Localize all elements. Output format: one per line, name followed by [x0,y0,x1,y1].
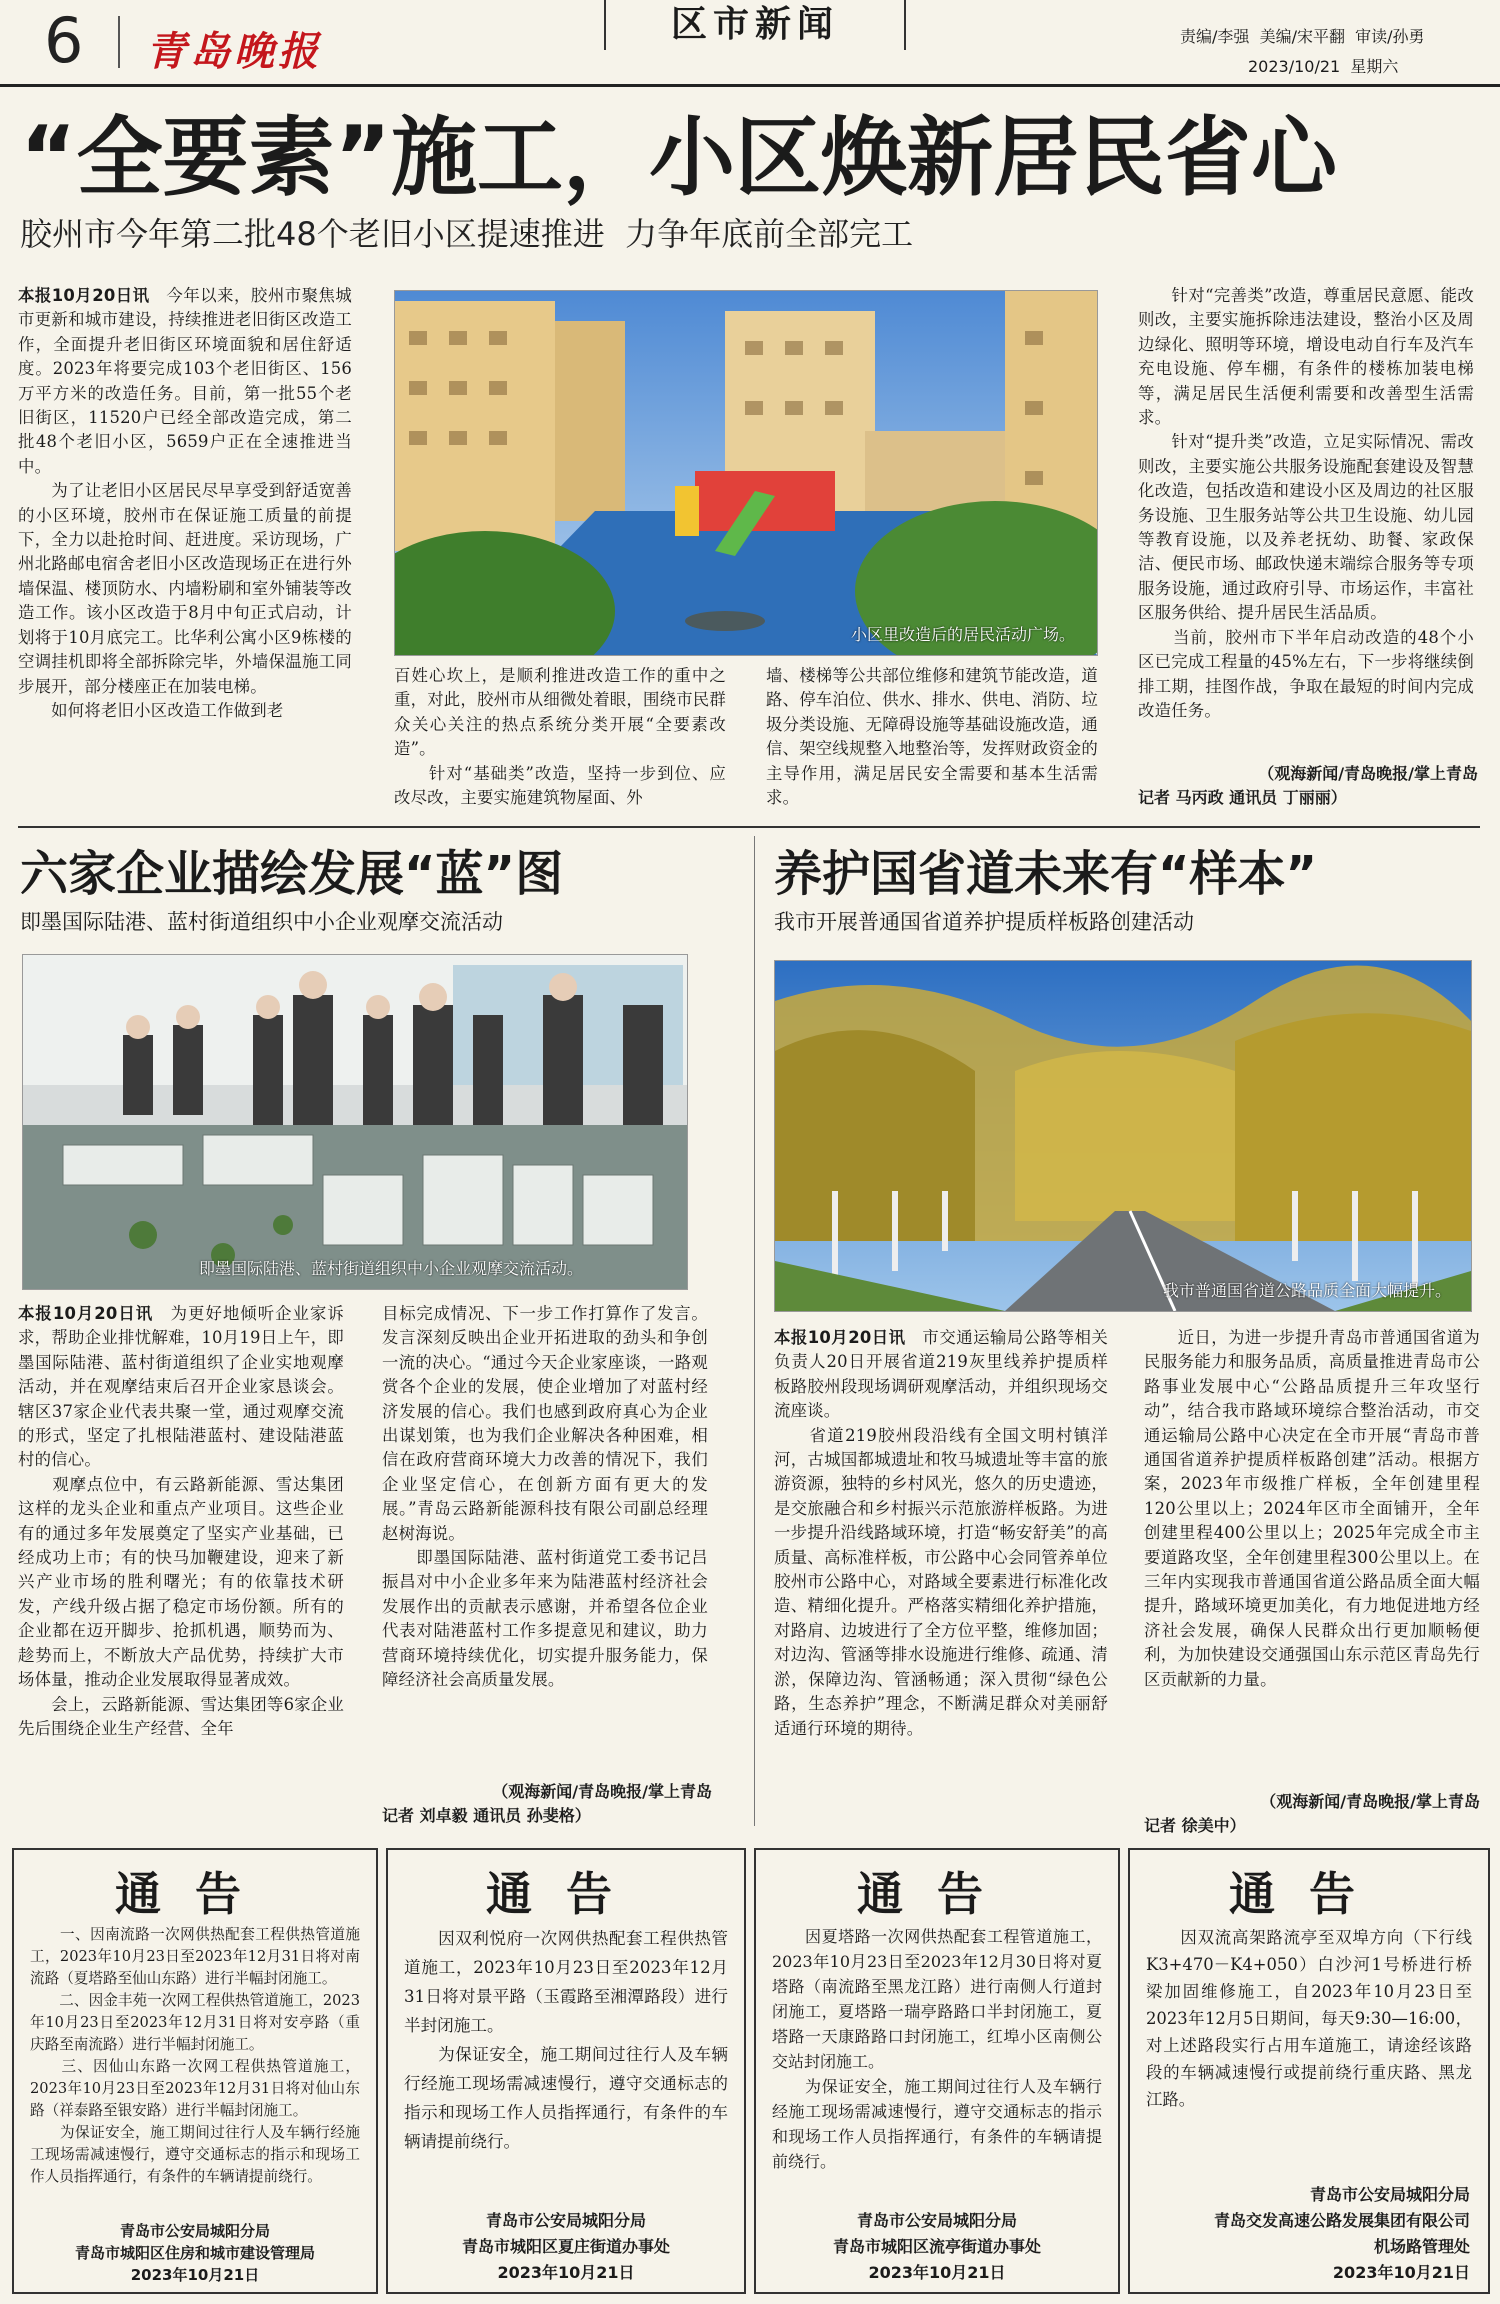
exhibition-hall-image [23,955,687,1289]
story1-photo [394,290,1098,656]
story3-headline: 养护国省道未来有“样本” [774,846,1318,902]
notice-1-title: 通告 [115,1867,275,1921]
story2-photo [22,954,688,1290]
notice-1-body: 一、因南流路一次网供热配套工程供热管道施工，2023年10月23日至2023年12月31日将对南流路（夏塔路至仙山东路）进行半幅封闭施工。 二、因金丰苑一次网工程供热管道施工，2023年10月23日至2023年12月31日将对安亭路（重庆路至南流路）进行半幅封闭施工。 三、因仙山东路一次网工程供热管道施工，2023年10月23日至2023年12月31日将对仙山东路（祥泰路至银安路）进行半幅封闭施工。 为保证安全，施工期间过往行人及车辆行经施工现场需减速慢行，遵守交通标志的指示和现场工作人员指挥通行，有条件的车辆请提前绕行。 [30,1926,360,2185]
story3-col1: 本报10月20日讯 市交通运输局公路等相关负责人20日开展省道219灰里线养护提质样板路胶州段现场调研观摩活动，并组织现场交流座谈。 省道219胶州段沿线有全国文明村镇洋河，古城国都城遗址和牧马城遗址等丰富的旅游资源，独特的乡村风光，悠久的历史遗迹，是交旅融合和乡村振兴示范旅游样板路。为进一步提升沿线路域环境，打造“畅安舒美”的高质量、高标准样板，市公路中心会同管养单位胶州市公路中心，对路域全要素进行标准化改造、精细化提升。严格落实精细化养护措施，对路肩、边坡进行了全方位平整，维修加固；对边沟、管涵等排水设施进行维修、疏通、清淤，保障边沟、管涵畅通；深入贯彻“绿色公路，生态养护”理念，不断满足群众对美丽舒适通行环境的期待。 [774,1328,1108,1738]
story1-dateline: 本报10月20日讯 [18,286,150,305]
story1-col2: 百姓心坎上，是顺利推进改造工作的重中之重，对此，胶州市从细微处着眼，围绕市民群众关心关注的热点系统分类开展“全要素改造”。 针对“基础类”改造，坚持一步到位、应改尽改，主要实施建筑物屋面、外 [394,666,726,808]
story3-credit: （观海新闻/青岛晚报/掌上青岛 记者 徐美中） [1144,1792,1480,1835]
notice-4 [1128,1848,1490,2294]
tree-lined-road-image [775,961,1471,1311]
story2-col1: 本报10月20日讯 为更好地倾听企业家诉求，帮助企业排忧解难，10月19日上午，即墨国际陆港、蓝村街道组织了企业实地观摩活动，并在观摩结束后召开企业家恳谈会。辖区37家企业代表共聚一堂，通过观摩交流的形式，坚定了扎根陆港蓝村、建设陆港蓝村的信心。 观摩点位中，有云路新能源、雪达集团这样的龙头企业和重点产业项目。这些企业有的通过多年发展奠定了坚实产业基础，已经成功上市；有的快马加鞭建设，迎来了新兴产业市场的胜利曙光；有的依靠技术研发，产线升级占据了稳定市场份额。所有的企业都在迈开脚步、抢抓机遇，顺势而为、趁势而上，不断放大产品优势，持续扩大市场体量，推动企业发展取得显著成效。 会上，云路新能源、雪达集团等6家企业先后围绕企业生产经营、全年 [18,1304,344,1738]
masthead [0,0,1500,78]
page-number: 6 [44,4,84,77]
notice-4-signature: 青岛市公安局城阳分局 青岛交发高速公路发展集团有限公司 机场路管理处 2023年10月21日 [1213,2185,1470,2282]
notice-2-signature: 青岛市公安局城阳分局 青岛市城阳区夏庄街道办事处 2023年10月21日 [461,2211,670,2282]
story3-col2: 近日，为进一步提升青岛市普通国省道为民服务能力和服务品质，高质量推进青岛市公路事业发展中心“公路品质提升三年攻坚行动”，结合我市路域环境综合整治活动，市交通运输局公路中心决定在全市开展“青岛市普通国省道养护提质样板路创建”活动。根据方案，2023年市级推广样板，全年创建里程120公里以上；2024年区市全面铺开，全年创建里程400公里以上；2025年完成全市主要道路攻坚，全年创建里程300公里以上。在三年内实现我市普通国省道公路品质全面大幅提升，路域环境更加美化，有力地促进地方经济社会发展，确保人民群众出行更加顺畅便利，为加快建设交通强国山东示范区青岛先行区贡献新的力量。 [1144,1328,1480,1689]
section-title: 区市新闻 [670,4,839,45]
story2-photo-caption: 即墨国际陆港、蓝村街道组织中小企业观摩交流活动。 [199,1259,584,1278]
notice-3-signature: 青岛市公安局城阳分局 青岛市城阳区流亭街道办事处 2023年10月21日 [832,2211,1041,2282]
notice-1-signature: 青岛市公安局城阳分局 青岛市城阳区住房和城市建设管理局 2023年10月21日 [74,2222,315,2284]
story1-photo-caption: 小区里改造后的居民活动广场。 [850,625,1075,644]
notice-1 [12,1848,378,2294]
story1-headline: “全要素”施工，小区焕新居民省心 [20,108,1338,208]
notice-4-title: 通告 [1229,1867,1389,1921]
story1-credit: （观海新闻/青岛晚报/掌上青岛 记者 马丙政 通讯员 丁丽丽） [1138,764,1478,807]
story1-col1: 本报10月20日讯 今年以来，胶州市聚焦城市更新和城市建设，持续推进老旧街区改造工作，全面提升老旧街区环境面貌和居住舒适度。2023年将要完成103个老旧街区、156万平方米的改造任务。目前，第一批55个老旧街区，11520户已经全部改造完成，第二批48个老旧小区，5659户正在全速推进当中。 为了让老旧小区居民尽早享受到舒适宽善的小区环境，胶州市在保证施工质量的前提下，全力以赴抢时间、赶进度。采访现场，广州北路邮电宿舍老旧小区改造现场正在进行外墙保温、楼顶防水、内墙粉刷和室外铺装等改造工作。该小区改造于8月中旬正式启动，计划将于10月底完工。比华利公寓小区9栋楼的空调挂机即将全部拆除完毕，外墙保温施工同步展开，部分楼座正在加装电梯。 如何将老旧小区改造工作做到老 [18,286,352,720]
story3-photo-caption: 我市普通国省道公路品质全面大幅提升。 [1162,1281,1451,1300]
story3-photo [774,960,1472,1312]
paper-logo: 青岛晚报 [146,28,322,75]
story1-col4: 针对“完善类”改造，尊重居民意愿、能改则改，主要实施拆除违法建设，整治小区及周边绿化、照明等环境，增设电动自行车及汽车充电设施、停车棚，有条件的楼栋加装电梯等，满足居民生活便利需要和改善型生活需求。 针对“提升类”改造，立足实际情况、需改则改，主要实施公共服务设施配套建设及智慧化改造，包括改造和建设小区及周边的社区服务设施、卫生服务站等公共卫生设施、幼儿园等教育设施，以及养老抚幼、助餐、家政保洁、便民市场、邮政快递末端综合服务等专项服务设施，通过政府引导、市场运作，丰富社区服务供给、提升居民生活品质。 当前，胶州市下半年启动改造的48个小区已完成工程量的45%左右，下一步将继续倒排工期，挂图作战，争取在最短的时间内完成改造任务。 [1138,286,1474,720]
notice-3-title: 通告 [857,1867,1017,1921]
notice-4-body: 因双流高架路流亭至双埠方向（下行线K3+470－K4+050）白沙河1号桥进行桥梁加固维修施工，自2023年10月23日至2023年12月5日期间，每天9:30—16:00，对上述路段实行占用车道施工，请途经该路段的车辆减速慢行或提前绕行重庆路、黑龙江路。 [1146,1928,1472,2109]
notice-3 [754,1848,1120,2294]
story1-subheadline: 胶州市今年第二批48个老旧小区提速推进 力争年底前全部完工 [20,215,914,253]
story3-dateline: 本报10月20日讯 [774,1328,906,1347]
story1-col3: 墙、楼梯等公共部位维修和建筑节能改造，道路、停车泊位、供水、排水、供电、消防、垃圾分类设施、无障碍设施等基础设施改造，通信、架空线规整入地整治等，发挥财政资金的主导作用，满足居民安全需要和基本生活需求。 [766,666,1098,808]
notice-3-body: 因夏塔路一次网供热配套工程管道施工，2023年10月23日至2023年12月30日将对夏塔路（南流路至黑龙江路）进行南侧人行道封闭施工，夏塔路一瑞亭路路口半封闭施工，夏塔路一天康路路口封闭施工，红埠小区南侧公交站封闭施工。 为保证安全，施工期间过往行人及车辆行经施工现场需减速慢行，遵守交通标志的指示和现场工作人员指挥通行，有条件的车辆请提前绕行。 [772,1927,1102,2171]
story2-dateline: 本报10月20日讯 [18,1304,154,1323]
story2-subheadline: 即墨国际陆港、蓝村街道组织中小企业观摩交流活动 [20,910,503,934]
story2-headline: 六家企业描绘发展“蓝”图 [20,846,564,902]
notice-2 [386,1848,746,2294]
notice-2-title: 通告 [486,1867,646,1921]
editors-line: 责编/李强 美编/宋平翻 审读/孙勇 [1180,27,1425,46]
notice-2-body: 因双利悦府一次网供热配套工程供热管道施工，2023年10月23日至2023年12月31日将对景平路（玉霞路至湘潭路段）进行半封闭施工。 为保证安全，施工期间过往行人及车辆行经施工现场需减速慢行，遵守交通标志的指示和现场工作人员指挥通行，有条件的车辆请提前绕行。 [404,1929,728,2151]
story2-col2: 目标完成情况、下一步工作打算作了发言。发言深刻反映出企业开拓进取的劲头和争创一流的决心。“通过今天企业家座谈，一路观赏各个企业的发展，使企业增加了对蓝村经济发展的信心。我们也感到政府真心为企业出谋划策，也为我们企业解决各种困难，相信在政府营商环境大力改善的情况下，我们企业坚定信心，在创新方面有更大的发展。”青岛云路新能源科技有限公司副总经理赵树海说。 即墨国际陆港、蓝村街道党工委书记吕振昌对中小企业多年来为陆港蓝村经济社会发展作出的贡献表示感谢，并希望各位企业代表对陆港蓝村工作多提意见和建议，助力营商环境持续优化，切实提升服务能力，保障经济社会高质量发展。 [382,1304,708,1690]
issue-date: 2023/10/21 星期六 [1248,57,1399,76]
story3-subheadline: 我市开展普通国省道养护提质样板路创建活动 [774,910,1194,934]
courtyard-image [395,291,1097,655]
story2-credit: （观海新闻/青岛晚报/掌上青岛 记者 刘卓毅 通讯员 孙斐格） [382,1782,712,1825]
